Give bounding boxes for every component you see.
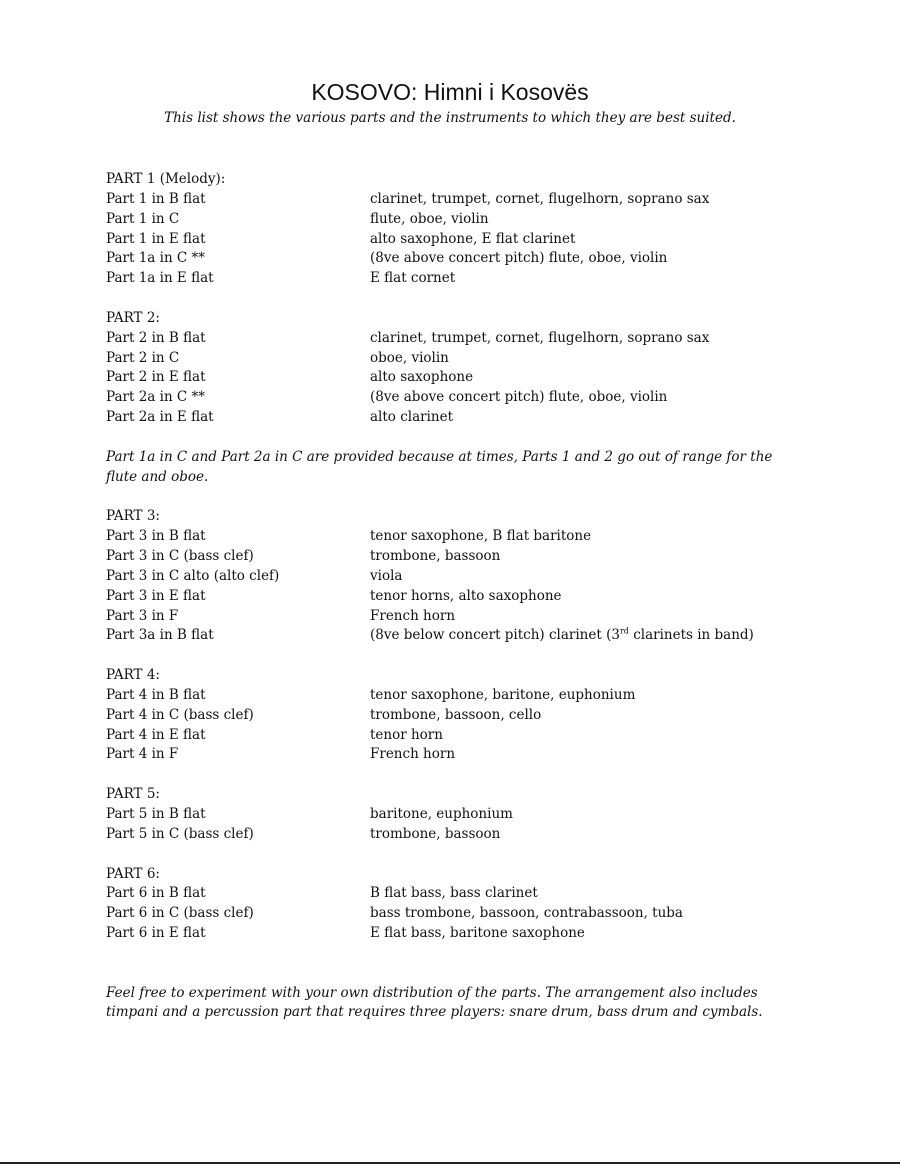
part-row [106,587,806,607]
section-heading: PART 5: [106,786,160,803]
part-instruments: alto saxophone [370,369,474,386]
part-instruments: tenor saxophone, B flat baritone [370,528,592,545]
part-instruments: flute, oboe, violin [370,210,489,227]
part-row [106,269,806,289]
part-instruments: (8ve above concert pitch) flute, oboe, violin [370,389,668,406]
part-name: Part 5 in C (bass clef) [106,825,254,842]
part-row [106,388,806,408]
part-row [106,686,806,706]
part-row [106,607,806,627]
part-row [106,547,806,567]
part-row [106,726,806,746]
part-row [106,924,806,944]
part-instruments: clarinet, trumpet, cornet, flugelhorn, soprano sax [370,329,710,346]
section-heading: PART 3: [106,508,160,525]
part-instruments: alto clarinet [370,409,454,426]
part-row [106,190,806,210]
part-instruments: clarinet, trumpet, cornet, flugelhorn, soprano sax [370,190,710,207]
part-row [106,805,806,825]
section-heading: PART 1 (Melody): [106,171,226,187]
part-name: Part 3 in C (bass clef) [106,548,254,565]
part-name: Part 6 in E flat [106,925,206,942]
part-name: Part 3 in C alto (alto clef) [106,567,280,584]
part-name: Part 3 in E flat [106,587,206,604]
part-row [106,626,806,646]
part-name: Part 3a in B flat [106,627,214,644]
part-name: Part 1a in E flat [106,270,214,287]
part-row [106,904,806,924]
part-instruments: baritone, euphonium [370,806,513,822]
part-row [106,349,806,369]
part-name: Part 4 in E flat [106,726,206,743]
section-heading: PART 2: [106,309,160,326]
part-name: Part 2 in C [106,349,180,366]
part-instruments: B flat bass, bass clarinet [370,885,538,902]
part-row [106,825,806,845]
part-name: Part 4 in C (bass clef) [106,706,254,723]
part-row [106,329,806,349]
part-instruments: viola [370,567,403,584]
part-instruments: (8ve above concert pitch) flute, oboe, violin [370,250,668,267]
part-name: Part 1a in C ** [106,250,206,267]
part-row [106,210,806,230]
part-instruments: E flat cornet [370,270,456,287]
part-name: Part 4 in B flat [106,686,206,703]
page-title: KOSOVO: Himni i Kosovës [311,79,589,105]
parts-list [106,170,806,1023]
part-row [106,368,806,388]
part-instruments: tenor saxophone, baritone, euphonium [370,686,636,703]
part-instruments: trombone, bassoon [370,825,501,842]
part-row [106,884,806,904]
section-heading: PART 4: [106,667,160,684]
part-name: Part 2 in B flat [106,329,206,346]
part-name: Part 1 in E flat [106,230,206,247]
part-name: Part 6 in B flat [106,885,206,902]
part-row [106,249,806,269]
page-subtitle: This list shows the various parts and the instruments to which they are best suited. [164,110,736,126]
part-name: Part 3 in F [106,607,179,624]
part-instruments: alto saxophone, E flat clarinet [370,230,576,247]
part-instruments: French horn [370,746,456,763]
part-name: Part 1 in C [106,210,180,227]
part-row [106,527,806,547]
footer-note-line: Feel free to experiment with your own distribution of the parts. The arrangement also includes [106,984,758,1001]
section-heading: PART 6: [106,865,160,882]
range-note-line: flute and oboe. [106,468,209,485]
part-row [106,745,806,765]
part-name: Part 2a in C ** [106,389,206,406]
part-instruments: tenor horns, alto saxophone [370,587,562,604]
part-row [106,706,806,726]
part-name: Part 2 in E flat [106,369,206,386]
part-row [106,408,806,428]
range-note-line: Part 1a in C and Part 2a in C are provided because at times, Parts 1 and 2 go out of range for the [106,448,773,465]
part-name: Part 2a in E flat [106,409,214,426]
part-name: Part 5 in B flat [106,806,206,822]
part-instruments: trombone, bassoon, cello [370,706,542,723]
part-instruments: E flat bass, baritone saxophone [370,925,585,942]
part-name: Part 6 in C (bass clef) [106,905,254,922]
part-instruments: French horn [370,607,456,624]
part-instruments: oboe, violin [370,349,449,366]
part-instruments: trombone, bassoon [370,548,501,565]
part-instruments: tenor horn [370,726,443,743]
part-name: Part 3 in B flat [106,528,206,545]
footer-note-line: timpani and a percussion part that requires three players: snare drum, bass drum and cymbals. [106,1004,763,1021]
part-row [106,567,806,587]
part-row [106,230,806,250]
part-name: Part 4 in F [106,746,179,763]
part-instruments: (8ve below concert pitch) clarinet (3rd clarinets in band) [370,626,754,644]
part-instruments: bass trombone, bassoon, contrabassoon, tuba [370,905,683,922]
part-name: Part 1 in B flat [106,190,206,207]
